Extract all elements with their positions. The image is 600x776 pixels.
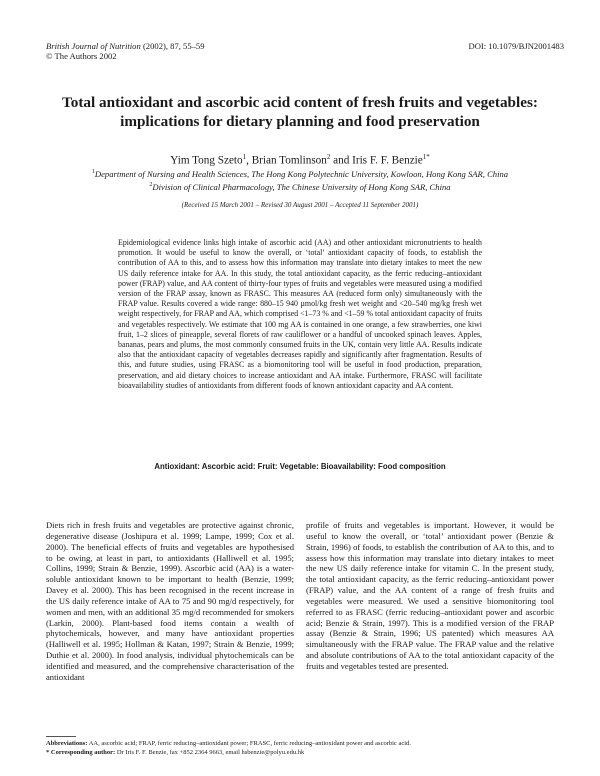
author-1-affil: 1 bbox=[242, 153, 247, 161]
keywords: Antioxidant: Ascorbic acid: Fruit: Vegetable: Bioavailability: Food composition bbox=[154, 462, 446, 471]
author-2-affil: 2 bbox=[326, 153, 331, 161]
journal-year-volume: (2002), 87, 55–59 bbox=[142, 41, 205, 51]
body-paragraph: profile of fruits and vegetables is important. However, it would be useful to know the overall, or ‘total’ antioxidant power (Benzie & Strain, 1996) of foods, to establish the contribution of AA to this, and to assess how this information may translate into dietary intakes to meet the new US daily reference intake for vitamin C. In the present study, the total antioxidant capacity, as the ferric reducing–antioxidant power (FRAP) value, and the AA content of a range of fresh fruits and vegetables were measured. We used a sensitive biomonitoring tool referred to as FRASC (ferric reducing–antioxidant power and ascorbic acid; Benzie & Strain, 1997). This is a modified version of the FRAP assay (Benzie & Strain, 1996; US patented) which measures AA simultaneously with the FRAP value. The FRAP value and the relative and absolute contributions of AA to the total antioxidant capacity of the fruits and vegetables tested are presented. bbox=[306, 520, 554, 671]
corresponding-author-footnote: * Corresponding author: Dr Iris F. F. Benzie, fax +852 2364 9663, email hsbenzie@polyu.edu.hk bbox=[46, 749, 305, 756]
body-column-left bbox=[46, 520, 294, 683]
body-column-right bbox=[306, 520, 554, 672]
author-list bbox=[30, 150, 570, 168]
author-1: Yim Tong Szeto bbox=[170, 154, 243, 167]
body-paragraph: Diets rich in fresh fruits and vegetables are protective against chronic, degenerative disease (Joshipura et al. 1999; Lampe, 1999; Cox et al. 2000). The beneficial effects of fruits and vegetables are hypothesised to be owing, at least in part, to antioxidants (Halliwell et al. 1995; Collins, 1999; Strain & Benzie, 1999). Ascorbic acid (AA) is a water-soluble antioxidant known to be important to health (Benzie, 1999; Davey et al. 2000). This has been recognised in the recent increase in the US daily reference intake of AA to 75 and 90 mg/d respectively, for women and men, with an additional 35 mg/d recommended for smokers (Larkin, 2000). Plant-based food items contain a wealth of phytochemicals, however, and many have antioxidant properties (Halliwell et al. 1995; Hollman & Katan, 1997; Strain & Benzie, 1999; Duthie et al. 2000). In food analysis, individual phytochemicals can be identified and measured, and the comprehensive characterisation of the antioxidant bbox=[46, 520, 294, 682]
abstract: Epidemiological evidence links high intake of ascorbic acid (AA) and other antioxidant micronutrients to health promotion. It would be useful to know the overall, or ‘total’ antioxidant capacity of foods, to establish the contribution of AA to this, and to assess how this information may translate into dietary intakes to meet the new US daily reference intake for AA. In this study, the total antioxidant capacity, as the ferric reducing–antioxidant power (FRAP) value, and AA content of thirty-four types of fruits and vegetables were measured using a modified version of the FRAP assay, known as FRASC. This measures AA (reduced form only) simultaneously with the FRAP value. Results covered a wide range: 880–15 940 µmol/kg fresh wet weight and <20–540 mg/kg fresh wet weight respectively, for FRAP and AA, which comprised <1–73 % and <1–59 % total antioxidant capacity of fruits and vegetables respectively. We estimate that 100 mg AA is contained in one orange, a few strawberries, one kiwi fruit, 1–2 slices of pineapple, several florets of raw cauliflower or a handful of uncooked spinach leaves. Apples, bananas, pears and plums, the most commonly consumed fruits in the UK, contain very little AA. Results indicate also that the antioxidant capacity of vegetables decreases rapidly and significantly after fragmentation. Results of this, and future studies, using FRASC as a biomonitoring tool will be useful in food production, preparation, preservation, and aid dietary choices to increase antioxidant and AA intake. Furthermore, FRASC will facilitate bioavailability studies of antioxidants from different foods of known antioxidant capacity and AA content. bbox=[118, 238, 482, 390]
affiliation-1: $^1$Department of Nursing and Health Sciences, The Hong Kong Polytechnic University, Kowloon, Hong Kong SAR, China bbox=[91, 168, 509, 179]
received-dates: (Received 15 March 2001 – Revised 30 August 2001 – Accepted 11 September 2001) bbox=[181, 201, 419, 209]
doi: DOI: 10.1079/BJN2001483 bbox=[468, 41, 564, 51]
author-2: , Brian Tomlinson bbox=[246, 154, 327, 167]
author-3-affil: 1* bbox=[422, 153, 430, 161]
footnotes bbox=[46, 739, 564, 757]
affiliations bbox=[30, 167, 570, 193]
affiliation-2: $^2$Division of Clinical Pharmacology, The Chinese University of Hong Kong SAR, China bbox=[149, 181, 451, 192]
paper-title: Total antioxidant and ascorbic acid content of fresh fruits and vegetables: implications for dietary planning and food preservation bbox=[62, 94, 538, 130]
journal-name: British Journal of Nutrition bbox=[46, 41, 141, 51]
journal-citation bbox=[46, 41, 205, 61]
abbreviations-footnote: Abbreviations: AA, ascorbic acid; FRAP, ferric reducing–antioxidant power; FRASC, ferric reducing–antioxidant power and ascorbic acid. bbox=[46, 740, 411, 747]
copyright: © The Authors 2002 bbox=[46, 51, 117, 61]
footnote-divider bbox=[46, 736, 76, 737]
author-3: and Iris F. F. Benzie bbox=[330, 154, 423, 167]
